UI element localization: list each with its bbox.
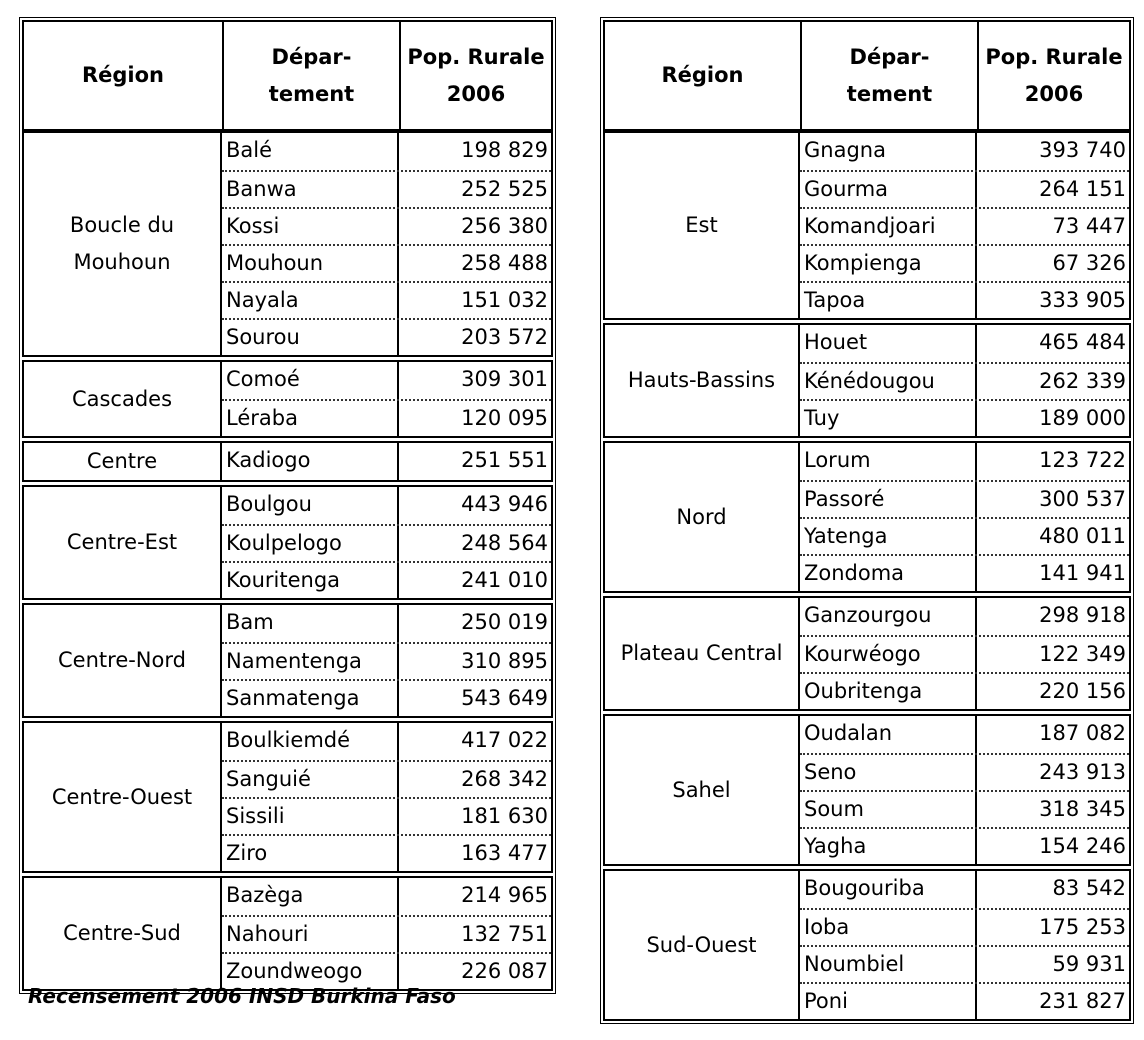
department-cell: Kadiogo: [222, 443, 399, 480]
population-cell: 141 941: [1039, 561, 1126, 585]
region-cell: Nord: [605, 443, 800, 591]
header-dept-line2: tement: [846, 81, 933, 106]
population-cell: 250 019: [461, 610, 548, 634]
department-cell: Bam: [222, 605, 399, 642]
population-cell: 248 564: [461, 531, 548, 555]
region-cell: Plateau Central: [605, 598, 800, 709]
region-cell: Sud-Ouest: [605, 871, 800, 1019]
department-cell: Passoré: [800, 482, 977, 517]
region-group: [603, 441, 1131, 593]
table-row: [222, 834, 551, 871]
region-group: [22, 876, 553, 991]
population-cell: 318 345: [1039, 797, 1126, 821]
department-rows: [800, 871, 1129, 1019]
table-row: [800, 170, 1129, 207]
department-rows: [800, 133, 1129, 318]
department-cell: Zondoma: [800, 556, 977, 591]
department-rows: [222, 605, 551, 716]
department-cell: Nahouri: [222, 917, 399, 952]
region-group: [22, 131, 553, 357]
population-cell: 480 011: [1039, 524, 1126, 548]
region-group: [603, 869, 1131, 1021]
population-cell: 189 000: [1039, 406, 1126, 430]
header-population-label: [407, 39, 544, 113]
population-cell: 243 913: [1039, 760, 1126, 784]
department-cell: Bazèga: [222, 878, 399, 915]
department-cell: Sissili: [222, 799, 399, 834]
department-rows: [800, 716, 1129, 864]
table-row: [800, 325, 1129, 362]
population-cell: 417 022: [461, 728, 548, 752]
table-row: [800, 945, 1129, 982]
population-cell: 333 905: [1039, 288, 1126, 312]
header-population: [977, 22, 1129, 129]
department-cell: Nayala: [222, 283, 399, 318]
population-cell: 300 537: [1039, 487, 1126, 511]
population-cell: 264 151: [1039, 177, 1126, 201]
region-cell: Est: [605, 133, 800, 318]
department-rows: [800, 598, 1129, 709]
table-row: [222, 443, 551, 480]
population-cell: 151 032: [461, 288, 548, 312]
header-departement: [800, 22, 977, 129]
population-cell: 187 082: [1039, 721, 1126, 745]
department-cell: Boulkiemdé: [222, 723, 399, 760]
population-cell: 309 301: [461, 367, 548, 391]
header-dept-line2: tement: [268, 81, 355, 106]
department-rows: [800, 325, 1129, 436]
population-cell: 393 740: [1039, 138, 1126, 162]
population-cell: 310 895: [461, 649, 548, 673]
region-group: [22, 603, 553, 718]
population-cell: 132 751: [461, 922, 548, 946]
department-cell: Yatenga: [800, 519, 977, 554]
population-cell: 258 488: [461, 251, 548, 275]
region-group: [603, 131, 1131, 320]
table-row: [800, 480, 1129, 517]
department-rows: [222, 443, 551, 480]
table-row: [222, 281, 551, 318]
department-cell: Seno: [800, 755, 977, 790]
header-population-label: [985, 39, 1122, 113]
department-rows: [222, 362, 551, 436]
region-cell: Centre-Est: [24, 487, 222, 598]
department-cell: Gourma: [800, 172, 977, 207]
table-row: [222, 133, 551, 170]
header-pop-line2: 2006: [1024, 81, 1084, 106]
table-row: [800, 554, 1129, 591]
population-cell: 465 484: [1039, 330, 1126, 354]
department-cell: Kourwéogo: [800, 637, 977, 672]
department-cell: Kénédougou: [800, 364, 977, 399]
population-cell: 214 965: [461, 883, 548, 907]
population-cell: 220 156: [1039, 679, 1126, 703]
table-row: [800, 362, 1129, 399]
header-pop-line2: 2006: [446, 81, 506, 106]
region-cell: Boucle du Mouhoun: [24, 133, 222, 355]
table-row: [800, 244, 1129, 281]
table-row: [222, 207, 551, 244]
header-dept-line1: Dépar-: [849, 44, 930, 69]
table-row: [800, 598, 1129, 635]
department-cell: Kouritenga: [222, 563, 399, 598]
department-cell: Zoundweogo: [222, 954, 399, 989]
department-cell: Banwa: [222, 172, 399, 207]
table-row: [222, 679, 551, 716]
header-region: [605, 22, 800, 129]
population-cell: 241 010: [461, 568, 548, 592]
department-cell: Ziro: [222, 836, 399, 871]
table-header: [22, 20, 553, 131]
region-cell: Hauts-Bassins: [605, 325, 800, 436]
table-row: [800, 672, 1129, 709]
department-cell: Noumbiel: [800, 947, 977, 982]
department-cell: Sourou: [222, 320, 399, 355]
population-cell: 83 542: [1052, 876, 1126, 900]
department-cell: Oudalan: [800, 716, 977, 753]
table-row: [222, 170, 551, 207]
department-cell: Boulgou: [222, 487, 399, 524]
table-body: [603, 131, 1131, 1021]
region-group: [603, 596, 1131, 711]
population-cell: 175 253: [1039, 915, 1126, 939]
table-row: [800, 517, 1129, 554]
table-body: [22, 131, 553, 991]
header-departement-label: [269, 39, 354, 113]
header-region-label: Région: [81, 63, 165, 87]
table-row: [222, 605, 551, 642]
department-cell: Tapoa: [800, 283, 977, 318]
population-cell: 543 649: [461, 686, 548, 710]
department-cell: Komandjoari: [800, 209, 977, 244]
header-region-label: Région: [661, 63, 744, 87]
region-cell: Centre-Ouest: [24, 723, 222, 871]
department-cell: Balé: [222, 133, 399, 170]
department-cell: Comoé: [222, 362, 399, 399]
region-group: [22, 360, 553, 438]
department-cell: Léraba: [222, 401, 399, 436]
population-cell: 67 326: [1052, 251, 1126, 275]
department-cell: Sanguié: [222, 762, 399, 797]
population-cell: 298 918: [1039, 603, 1126, 627]
header-dept-line1: Dépar-: [271, 44, 352, 69]
population-cell: 163 477: [461, 841, 548, 865]
population-cell: 231 827: [1039, 989, 1126, 1013]
population-cell: 59 931: [1052, 952, 1126, 976]
table-row: [800, 716, 1129, 753]
header-region: [24, 22, 222, 129]
department-cell: Lorum: [800, 443, 977, 480]
table-row: [222, 642, 551, 679]
header-population: [399, 22, 551, 129]
header-pop-line1: Pop. Rurale: [985, 44, 1123, 69]
population-cell: 73 447: [1052, 214, 1126, 238]
source-note: Recensement 2006 INSD Burkina Faso: [28, 984, 456, 1008]
table-row: [222, 362, 551, 399]
department-rows: [222, 487, 551, 598]
region-group: [603, 323, 1131, 438]
population-cell: 181 630: [461, 804, 548, 828]
header-departement: [222, 22, 399, 129]
table-header: [603, 20, 1131, 131]
region-cell: Sahel: [605, 716, 800, 864]
population-cell: 262 339: [1039, 369, 1126, 393]
table-row: [800, 133, 1129, 170]
department-cell: Mouhoun: [222, 246, 399, 281]
table-row: [800, 207, 1129, 244]
table-row: [222, 760, 551, 797]
table-row: [800, 871, 1129, 908]
department-cell: Sanmatenga: [222, 681, 399, 716]
department-cell: Koulpelogo: [222, 526, 399, 561]
department-cell: Houet: [800, 325, 977, 362]
region-group: [603, 714, 1131, 866]
region-cell: Centre-Nord: [24, 605, 222, 716]
table-row: [800, 635, 1129, 672]
population-cell: 268 342: [461, 767, 548, 791]
department-cell: Soum: [800, 792, 977, 827]
department-cell: Kompienga: [800, 246, 977, 281]
population-cell: 226 087: [461, 959, 548, 983]
header-pop-line1: Pop. Rurale: [407, 44, 545, 69]
table-row: [222, 318, 551, 355]
population-cell: 198 829: [461, 138, 548, 162]
population-cell: 251 551: [461, 448, 548, 472]
department-rows: [800, 443, 1129, 591]
left-population-table: [19, 17, 556, 994]
population-cell: 123 722: [1039, 448, 1126, 472]
table-row: [222, 399, 551, 436]
population-cell: 252 525: [461, 177, 548, 201]
region-group: [22, 441, 553, 482]
table-row: [222, 915, 551, 952]
population-cell: 120 095: [461, 406, 548, 430]
table-row: [800, 790, 1129, 827]
table-row: [800, 443, 1129, 480]
region-group: [22, 721, 553, 873]
table-row: [222, 244, 551, 281]
department-rows: [222, 878, 551, 989]
table-row: [222, 723, 551, 760]
population-cell: 443 946: [461, 492, 548, 516]
region-cell: Centre: [24, 443, 222, 480]
department-cell: Ganzourgou: [800, 598, 977, 635]
header-departement-label: [847, 39, 932, 113]
department-cell: Ioba: [800, 910, 977, 945]
region-group: [22, 485, 553, 600]
department-cell: Yagha: [800, 829, 977, 864]
department-cell: Bougouriba: [800, 871, 977, 908]
table-row: [222, 878, 551, 915]
table-row: [222, 524, 551, 561]
department-cell: Oubritenga: [800, 674, 977, 709]
department-rows: [222, 723, 551, 871]
population-cell: 256 380: [461, 214, 548, 238]
region-cell: Centre-Sud: [24, 878, 222, 989]
department-rows: [222, 133, 551, 355]
department-cell: Gnagna: [800, 133, 977, 170]
population-cell: 203 572: [461, 325, 548, 349]
table-row: [800, 281, 1129, 318]
table-row: [800, 753, 1129, 790]
table-row: [800, 908, 1129, 945]
department-cell: Kossi: [222, 209, 399, 244]
table-row: [800, 827, 1129, 864]
population-cell: 154 246: [1039, 834, 1126, 858]
table-row: [800, 982, 1129, 1019]
region-cell: Cascades: [24, 362, 222, 436]
population-cell: 122 349: [1039, 642, 1126, 666]
department-cell: Namentenga: [222, 644, 399, 679]
department-cell: Tuy: [800, 401, 977, 436]
department-cell: Poni: [800, 984, 977, 1019]
table-row: [800, 399, 1129, 436]
table-row: [222, 797, 551, 834]
table-row: [222, 487, 551, 524]
right-population-table: [600, 17, 1134, 1024]
table-row: [222, 561, 551, 598]
